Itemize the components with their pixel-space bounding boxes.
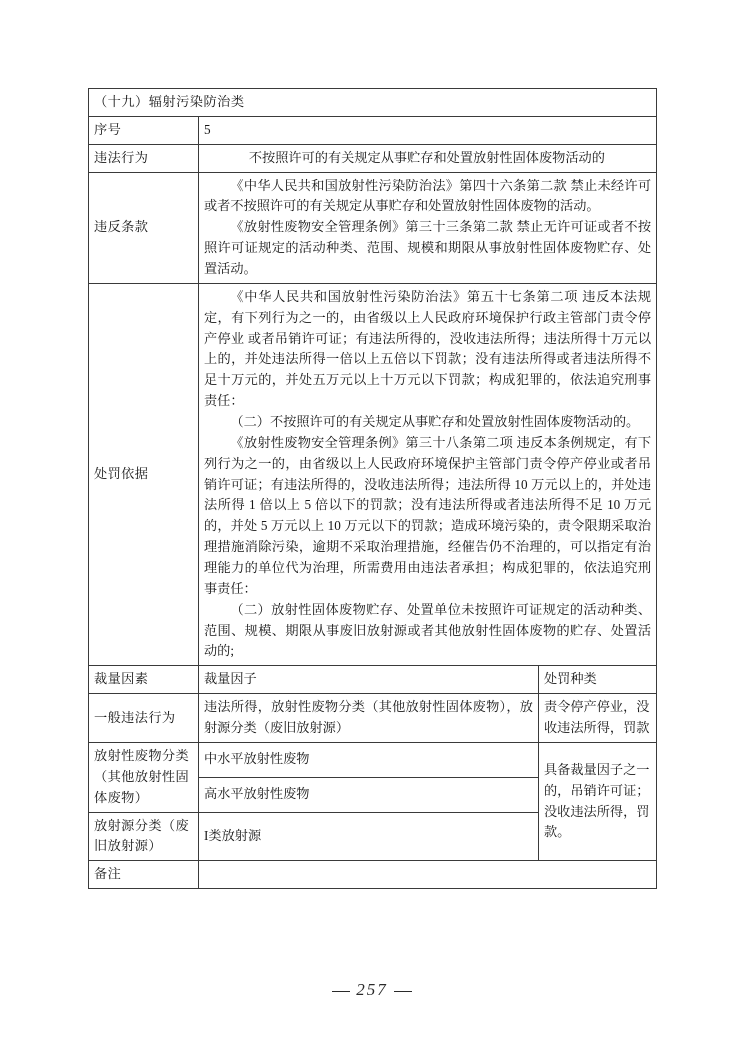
penalty-type-header: 处罚种类 [539,666,657,694]
violation-act-value [199,144,657,172]
waste-classification-label: 放射性废物分类（其他放射性固体废物） [89,742,199,812]
remarks-value [199,861,657,889]
remarks-label: 备注 [89,861,199,889]
footer-dash-left [332,991,350,992]
table-row-section-title [89,89,657,117]
violation-act-label: 违法行为 [89,144,199,172]
penalty-basis-value [199,283,657,665]
waste-classification-item-1: 中水平放射性废物 [199,742,539,777]
table-row-violation-act [89,144,657,172]
page-number: 257 [356,980,388,999]
serial-label: 序号 [89,116,199,144]
table-row-discretion-header [89,666,657,694]
discretion-factor-header: 裁量因子 [199,666,539,694]
penalty-basis-paragraph-2: （二）不按照许可的有关规定从事贮存和处置放射性固体废物活动的。 [230,414,640,430]
table-row-remarks [89,861,657,889]
penalty-basis-paragraph-1: 《中华人民共和国放射性污染防治法》第五十七条第二项 违反本法规 定，有下列行为之一的，由省级以上人民政府环境保护行政主管部门责令停产停业 或者吊销许可证；有违法所得的，没收违法所得；违法所得十万元以上的，并处违法所得一倍以上五倍以下罚款；没有违法所得或者违法所得不足十万元的，并处五万元以上十万元以下罚款；构成犯罪的，依法追究刑事责任： [204,288,652,409]
severe-penalty-type: 具备裁量因子之一的，吊销许可证；没收违法所得，罚款。 [539,742,657,860]
page-footer [0,980,744,1000]
penalty-basis-label: 处罚依据 [89,283,199,665]
table-row-penalty-basis [89,283,657,665]
general-violation-factor: 违法所得，放射性废物分类（其他放射性固体废物），放射源分类（废旧放射源） [199,694,539,743]
violated-clause-paragraph-1: 《中华人民共和国放射性污染防治法》第四十六条第二款 禁止未经许可或者不按照许可的有关规定从事贮存和处置放射性固体废物的活动。 [204,177,652,214]
waste-classification-item-2: 高水平放射性废物 [199,777,539,812]
general-violation-label: 一般违法行为 [89,694,199,743]
violation-act-text: 不按照许可的有关规定从事贮存和处置放射性固体废物活动的 [248,149,605,165]
general-violation-penalty-type: 责令停产停业，没收违法所得，罚款 [539,694,657,743]
source-classification-item-1: I类放射源 [199,812,539,861]
footer-dash-right [394,991,412,992]
source-classification-label: 放射源分类（废旧放射源） [89,812,199,861]
penalty-basis-paragraph-4: （二）放射性固体废物贮存、处置单位未按照许可证规定的活动种类、范围、规模、期限从事废旧放射源或者其他放射性固体废物的贮存、处置活动的; [204,601,652,659]
table-row-serial [89,116,657,144]
table-row-waste-classification-1 [89,742,657,777]
serial-value: 5 [199,116,657,144]
violated-clause-value [199,172,657,283]
violated-clause-label: 违反条款 [89,172,199,283]
table-row-general-violation [89,694,657,743]
table-row-violated-clause [89,172,657,283]
discretion-factor-category-label: 裁量因素 [89,666,199,694]
penalty-basis-paragraph-3: 《放射性废物安全管理条例》第三十八条第二项 违反本条例规定，有下列行为之一的，由省级以上人民政府环境保护主管部门责令停产停业或者吊销许可证；有违法所得的，没收违法所得；违法所得 10 万元以上的，并处违法所得 1 倍以上 5 倍以下的罚款；没有违法所得或者违法所得不足 10 万元的，并处 5 万元以上 10 万元以下的罚款；造成环境污染的，责令限期采取治理措施消除污染，逾期不采取治理措施，经催告仍不治理的，可以指定有治理能力的单位代为治理，所需费用由违法者承担；构成犯罪的，依法追究刑事责任： [204,434,652,596]
violated-clause-paragraph-2: 《放射性废物安全管理条例》第三十三条第二款 禁止无许可证或者不按照许可证规定的活动种类、范围、规模和期限从事放射性固体废物贮存、处置活动。 [204,219,652,277]
section-title: （十九）辐射污染防治类 [89,89,657,117]
penalty-discretion-table [88,88,657,889]
